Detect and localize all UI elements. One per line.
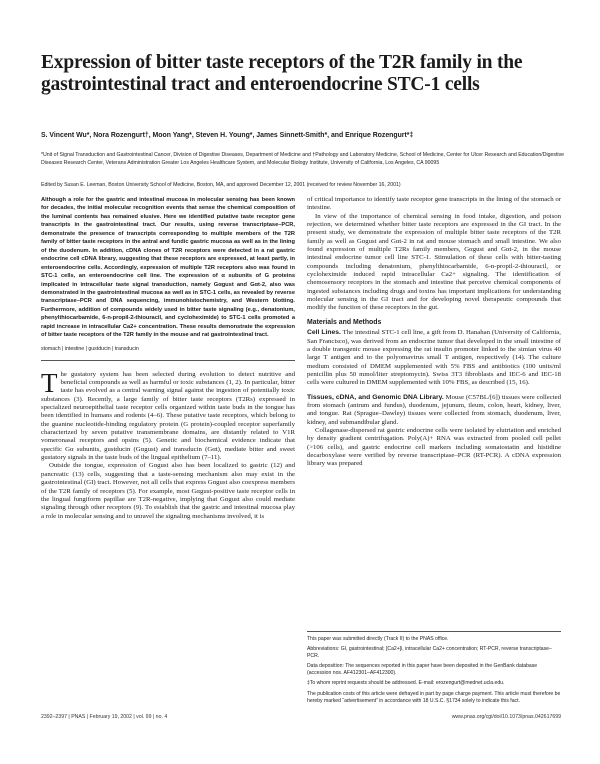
footnote: Data deposition: The sequences reported in this paper have been deposited in the GenBank database (accession nos. AF412301–AF412300). [307,663,538,677]
keywords: stomach | intestine | gustducin | transducin [41,345,139,352]
footnote: This paper was submitted directly (Track II) to the PNAS office. [307,636,449,642]
affiliations: *Unit of Signal Transduction and Gastrointestinal Cancer, Division of Digestive Diseases, Department of Medicine and †Pathology and Laboratory Medicine, School of Medicine, Center for Ulcer Research and Education/Digestive Diseases Research Center, Veterans Administration Greater Los Angeles Healthcare System, and Molecular Biology Institute, University of California, Los Angeles, CA 90095 [41,152,565,167]
intro-paragraph-1 [41,367,295,463]
footnote: Abbreviations: GI, gastrointestinal; [Ca2+]i, intracellular Ca2+ concentration; RT-PCR, reverse transcriptase–PCR. [307,646,552,660]
abstract [41,196,295,340]
right-paragraph-2: In view of the importance of chemical sensing in food intake, digestion, and poison rejection, we determined whether bitter taste receptors are expressed in the GI tract. In the present study, we demonstrate the expression of multiple bitter taste receptors of the T2R family as well as Gαgust and Gαt-2 in rat and mouse stomach and small intestine. We also found expression of multiple T2Rs family members, Gαgust and Gαt-2, in the mouse intestinal endocrine tumor cell line STC-1. Stimulation of these cells with bitter-tasting compounds including denatonium, phenylthiocarbamide, 6-n-propil-2-thiouracil, or cycloheximide induced rapid intracellular Ca2+ signaling. The identification of chemosensory receptors in the stomach and intestine that perceive chemical components of ingested substances including drugs and toxins has important implications for understanding molecular sensing in the GI tract and for developing novel therapeutic compounds that modify the function of these receptors in the gut. [307,212,561,312]
left-column [41,196,295,521]
divider [41,360,295,361]
footnote: ‡To whom reprint requests should be addressed. E-mail: erozengurt@mednet.ucla.edu. [307,680,505,687]
right-paragraph-1: of critical importance to identify taste receptor gene transcripts in the lining of the stomach or intestine. [307,196,561,212]
drop-cap: T [41,367,58,398]
footnotes [307,631,561,708]
tissues-heading: Tissues, cDNA, and Genomic DNA Library. [307,393,444,401]
author-list: S. Vincent Wu*, Nora Rozengurt†, Moon Yang*, Steven H. Young*, James Sinnett-Smith*, and Enrique Rozengurt*‡ [41,132,414,139]
tissues-paragraph-2: Collagenase-dispersed rat gastric endocrine cells were isolated by elutriation and enriched by density gradient centrifugation. Poly(A)+ RNA was extracted from pooled cell pellet (>106 cells), and gastric endocrine cell markers including somatostatin and histidine decarboxylase were verified by reverse transcriptase–PCR (RT-PCR). A cDNA expression library was prepared [307,426,561,468]
footnote: The publication costs of this article were defrayed in part by page charge payment. This article must therefore be hereby marked “advertisement” in accordance with 18 U.S.C. §1734 solely to indicate this fact. [307,690,561,704]
intro-paragraph-2: Outside the tongue, expression of Gαgust also has been localized to gastric (12) and pancreatic (13) cells, suggesting that a taste-sensing mechanism also may exist in the gastrointestinal (GI) tract. However, not all cells that express Gαgust also coexpress members of the T2R family of receptors (5). For example, most Gαgust-positive taste receptor cells in the lingual fungiform papillae are T2R-negative, implying that Gαgust also could mediate signaling through other receptors (9). To establish that the gastric and intestinal mucosa play a role in molecular sensing and to unravel the signaling mechanisms involved, it is [41,462,295,520]
right-column [307,196,561,469]
doi-link[interactable]: www.pnas.org/cgi/doi/10.1073/pnas.042617699 [451,714,561,720]
cell-lines-heading: Cell Lines. [307,329,341,337]
edited-by-line: Edited by Susan E. Leeman, Boston University School of Medicine, Boston, MA, and approved December 12, 2001 (received for review November 16, 2001) [41,182,401,188]
methods-heading: Materials and Methods [307,318,382,326]
paper-title: Expression of bitter taste receptors of the T2R family in the gastrointestinal tract and enteroendocrine STC-1 cells [41,52,523,95]
cell-lines-paragraph [307,329,561,387]
tissues-paragraph [307,394,561,427]
citation-info: 2392–2397 | PNAS | February 19, 2002 | vol. 99 | no. 4 [41,714,168,720]
tissues-text: Mouse (C57BL/[6]) tissues were collected from stomach (antrum and fundus), duodenum, jejunum, ileum, colon, heart, kidney, liver, and tongue. Rat (Sprague–Dawley) tissues were collected from stomach, duodenum, liver, kidney, and submandibular gland. [307,393,561,426]
cell-lines-text: The intestinal STC-1 cell line, a gift from D. Hanahan (University of California, San Francisco), was derived from an endocrine tumor that developed in the small intestine of a double transgenic mouse expressing the rat insulin promoter linked to the simian virus 40 large T antigen and to the polyomavirus small T antigen, respectively (14). The culture medium consisted of DMEM supplemented with 5% FBS and antibiotics (100 units/ml penicillin plus 50 mmol/liter streptomycin). Swiss 3T3 fibroblasts and IEC-6 and IEC-18 cells were cultured in DMEM supplemented with 10% FBS, as described (15, 16). [307,329,561,387]
introduction [41,367,295,521]
intro-paragraph-1-text: he gustatory system has been selected during evolution to detect nutritive and beneficial compounds as well as harmful or toxic substances (1, 2). In particular, bitter taste has evolved as a central warning signal against the ingestion of potentially toxic substances (3). Recently, a large family of bitter taste receptors (T2Rs) expressed in specialized neuroepithelial taste receptor cells organized within taste buds in the tongue has been identified in humans and rodents (4–6). These putative taste receptors, which belong to the guanine nucleotide-binding regulatory protein (G protein)-coupled receptor superfamily characterized by seven putative transmembrane domains, are distantly related to V1R vomeronasal receptors and opsins (5). Genetic and biochemical evidence indicate that specific Gα subunits, gustducin (Gαgust) and transducin (Gαt), mediate bitter and sweet gustatory signals in the taste buds of the lingual epithelium (7–11). [41,370,295,462]
abstract-text: Although a role for the gastric and intestinal mucosa in molecular sensing has been known for decades, the initial molecular recognition events that sense the chemical composition of the luminal contents has remained elusive. Here we identified putative taste receptor gene transcripts in the gastrointestinal tract. Our results, using reverse transcriptase–PCR, demonstrate the presence of transcripts corresponding to multiple members of the T2R family of bitter taste receptors in the antral and fundic gastric mucosa as well as in the lining of the duodenum. In addition, cDNA clones of T2R receptors were detected in a rat gastric endocrine cell cDNA library, suggesting that these receptors are expressed, at least partly, in enteroendocrine cells. Accordingly, expression of multiple T2R receptors also was found in STC-1 cells, an enteroendocrine cell line. The expression of α subunits of G proteins implicated in intracellular taste signal transduction, namely Gαgust and Gαt-2, also was demonstrated in the gastrointestinal mucosa as well as in STC-1 cells, as revealed by reverse transcriptase–PCR and DNA sequencing, immunohistochemistry, and Western blotting. Furthermore, addition of compounds widely used in bitter taste signaling (e.g., denatonium, phenylthiocarbamide, 6-n-propil-2-thiouracil, and cycloheximide) to STC-1 cells promoted a rapid increase in intracellular Ca2+ concentration. These results demonstrate the expression of bitter taste receptors of the T2R family in the mouse and rat gastrointestinal tract. [41,197,295,339]
